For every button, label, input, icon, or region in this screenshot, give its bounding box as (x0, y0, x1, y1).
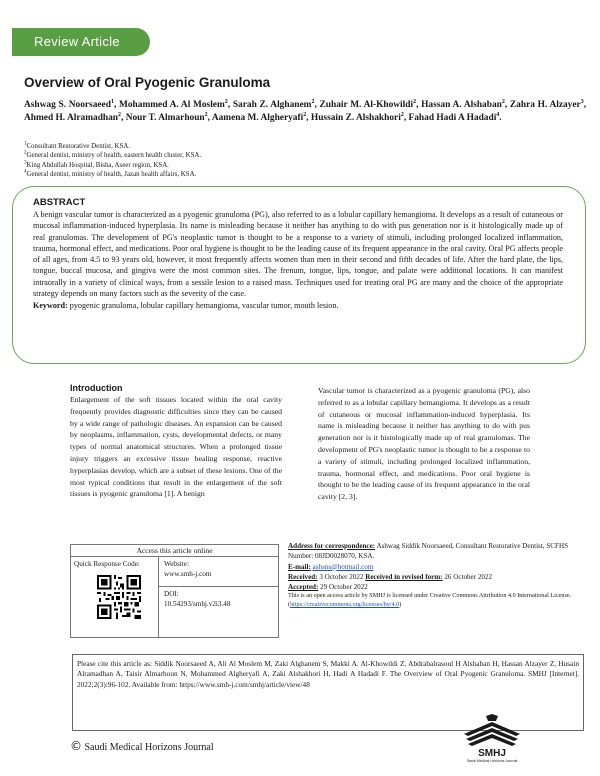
author-name (233, 100, 315, 110)
author-text: Hassan A. Alshaban (421, 100, 502, 110)
keywords-label: Keyword: (33, 301, 68, 311)
author-name (212, 113, 306, 123)
abstract-box (12, 186, 586, 364)
affiliation-text: General dentist, ministry of health, eastern health cluster, KSA. (26, 152, 202, 160)
keywords-text: pyogenic granuloma, lobular capillary hemangioma, vascular tumor, mouth lesion. (69, 301, 339, 311)
affiliation-mark: 4 (24, 169, 27, 175)
access-heading: Access this article online (71, 545, 278, 557)
qr-code[interactable] (97, 575, 141, 619)
author-text: Zahra H. Alzayer (509, 100, 581, 110)
keywords (33, 300, 563, 312)
author-text: Ahmed H. Alramadhan (24, 113, 119, 124)
website-link[interactable]: www.smh-j.com (164, 570, 212, 578)
affiliation-text: Consultant Restorative Dentist, KSA. (26, 143, 131, 150)
intro-heading: Introduction (70, 383, 123, 393)
website-cell (159, 557, 278, 587)
affiliation-list (24, 142, 584, 180)
author-affiliation-mark: 2 (400, 112, 404, 119)
access-info (159, 557, 278, 637)
author-text: Ashwag S. Noorsaeed (24, 100, 111, 110)
revised-date: 26 October 2022 (444, 572, 493, 581)
article-title: Overview of Oral Pyogenic Granuloma (24, 75, 271, 90)
correspondence-address (288, 541, 588, 562)
license-text: This is an open access article by SMHJ is licensed under Creative Commons Attribution 4.0 International License. (288, 592, 572, 600)
affiliation-item (24, 161, 584, 170)
affiliation-item (24, 170, 584, 179)
affiliation-mark: 2 (24, 151, 27, 157)
author-affiliation-mark: 2 (118, 112, 122, 119)
intro-text-right: Vascular tumor is characterized as a pyogenic granuloma (PG), also referred to as a lobular capillary hemangioma. It develops as a result of cutaneous or mucosal inflammation-induced hyperplasia. Its name is misleading because it neither has anything to do with pus generation nor is it histologically made up of real granulomas. The development of PG's neoplastic tumor is thought to be a response to a variety of stimuli, including prolonged localized inflammation, trauma, hormonal effect, and medications. Poor oral hygiene is thought to be the leading cause of its frequent appearance in the oral cavity [2, 3]. (318, 386, 530, 502)
citation-box: Please cite this article as: Siddik Noorsaeed A, Ali Al Moslem M, Zaki Alghanem S, Makki A. Al-Khowildi Z, Abdrabalrasoul H Alshaban H, Hassan Alzayer Z, Husain Alramadhan A, Taisir Almarhoun N, Mohammed Algheryafi A, Zaki Alshakhori H, Hadi A Hadadi F. The Overview of Oral Pyogenic Granuloma. SMHJ [Internet]. 2022;2(3):96-102. Available from: https://www.smh-j.com/smhj/article/view/48 (72, 654, 584, 731)
affiliation-text: King Abdullah Hospital, Bisha, Aseer region, KSA. (26, 161, 169, 169)
correspondence-label: Address for correspondence: (288, 542, 376, 550)
license-line: (https://creativecommons.org/licenses/by/4.0) (288, 601, 402, 609)
author-affiliation-mark: 2 (311, 98, 315, 105)
website-label: Website: (164, 560, 189, 568)
qr-cell (71, 557, 159, 637)
author-name (510, 100, 584, 110)
copyright-icon: © (70, 739, 82, 753)
accepted-line (288, 582, 588, 592)
author-affiliation-mark: 2 (224, 98, 228, 105)
affiliation-item (24, 142, 584, 151)
abstract-text: A benign vascular tumor is characterized as a pyogenic granuloma (PG), also referred to as a lobular capillary hemangioma. It develops as a result of cutaneous or mucosal inflammation-induced hyperplasia. Its name is misleading because it neither has anything to do with pus generation nor is it histologically made up of real granulomas. The development of PG's neoplastic tumor is thought to be a response to a variety of stimuli, including prolonged localized inflammation, trauma, hormonal effect, and medications. Poor oral hygiene is thought to be the leading cause of its frequent appearance in the oral cavity. Oral PG affects people of all ages, from 4.5 to 93 years old, however, it most frequently affects women than men in their second and fifth decades of life. After the hard plate, the lips, tongue, buccal mucosa, and gingiva were the most common sites. The frenum, tongue, lips, tongue, and palate were additional locations. It can manifest intraorally in a variety of clinical ways, from a sessile lesion to a raised mass. Techniques used for treating oral PG are many and the choice of the appropriate strategy depends on many factors such as the severity of the case. (33, 210, 563, 299)
author-name (311, 113, 404, 123)
affiliation-mark: 3 (24, 160, 27, 166)
author-name (24, 100, 114, 110)
journal-name: Saudi Medical Horizons Journal (84, 742, 214, 753)
article-type-badge: Review Article (12, 28, 150, 56)
abstract-heading: ABSTRACT (33, 197, 86, 208)
author-name (24, 113, 121, 123)
affiliation-mark: 1 (24, 141, 27, 147)
author-name (126, 113, 208, 123)
author-name (119, 100, 228, 110)
author-text: Fahad Hadi A Hadadi (408, 113, 497, 124)
access-online-box (70, 544, 279, 638)
qr-label: Quick Response Code: (74, 560, 140, 568)
email-line (288, 562, 588, 572)
author-text: Nour T. Almarhoun (125, 113, 205, 124)
revised-label: Received in revised form: (365, 572, 443, 581)
smhj-logo (456, 712, 528, 764)
correspondence-block (288, 541, 588, 610)
footer (70, 739, 214, 753)
author-text: Sarah Z. Alghanem (232, 100, 312, 110)
author-text: Zuhair M. Al-Khowildi (319, 100, 414, 110)
author-affiliation-mark: 2 (303, 112, 307, 119)
intro-text-left: Enlargement of the soft tissues located within the oral cavity frequently provides diagnostic difficulties since they can be caused by a wide range of pathologic diseases. An expansion can be caused by neoplasms, inflammation, cysts, developmental defects, or many types of normal anatomical structures. When a prolonged tissue injury triggers an excessive tissue healing response, reactive hyperplasias develop, which are a subset of these lesions. One of the most typical conditions that result in the enlargement of the soft tissues is pyogenic granuloma [1]. A benign (70, 395, 282, 499)
author-text: Aamena M. Algheryafi (211, 113, 304, 124)
author-name (421, 100, 505, 110)
doi-cell (159, 587, 278, 611)
email-label: E-mail: (288, 562, 311, 571)
affiliation-text: General dentist, ministry of health, Jazan health affairs, KSA. (26, 171, 197, 179)
accepted-label: Accepted: (288, 583, 319, 592)
author-affiliation-mark: 4 (496, 112, 500, 119)
logo-abbr: SMHJ (478, 748, 506, 759)
author-text: Mohammed A. Al Moslem (119, 100, 225, 110)
doi-label: DOI: (164, 590, 179, 598)
dates-line (288, 572, 588, 582)
author-affiliation-mark: 2 (501, 98, 505, 105)
doi-link[interactable]: 10.54293/smhj.v2i3.48 (164, 600, 231, 608)
logo-tagline: Saudi Medical Horizons Journal (466, 759, 518, 763)
received-label: Received: (288, 572, 318, 581)
correspondence-text: Ashwag Siddik Noorsaeed, Consultant Restorative Dentist, SCFHS Number: 08JD0028070, KSA. (288, 542, 569, 561)
intro-left-column (70, 383, 282, 500)
author-text: Hussain Z. Alshakhori (310, 113, 401, 124)
author-list: Ashwag S. Noorsaeed$^1$, Mohammed A. Al Moslem$^2$, Sarah Z. Alghanem$^2$, Zuhair M. Al-Khowildi$^2$, Hassan A. Alshaban$^2$, Zahra H. Alzayer$^3$, Ahmed H. Alramadhan$^2$, Nour T. Almarhoun$^2$, Aamena M. Algheryafi$^2$, Hussain Z. Alshakhori$^2$, Fahad Hadi A Hadadi$^4$. (24, 98, 587, 124)
author-affiliation-mark: 3 (580, 98, 584, 105)
license-link[interactable]: https://creativecommons.org/licenses/by/4.0 (290, 601, 400, 609)
received-date: 3 October 2022 (319, 572, 364, 581)
affiliation-item (24, 151, 584, 160)
accepted-date: 29 October 2022 (320, 583, 368, 592)
author-name (320, 100, 417, 110)
author-affiliation-mark: 2 (204, 112, 208, 119)
email-link[interactable]: ashsns@hotmail.com (312, 562, 374, 571)
author-affiliation-mark: 1 (110, 98, 114, 105)
author-name (409, 113, 500, 123)
author-affiliation-mark: 2 (413, 98, 417, 105)
